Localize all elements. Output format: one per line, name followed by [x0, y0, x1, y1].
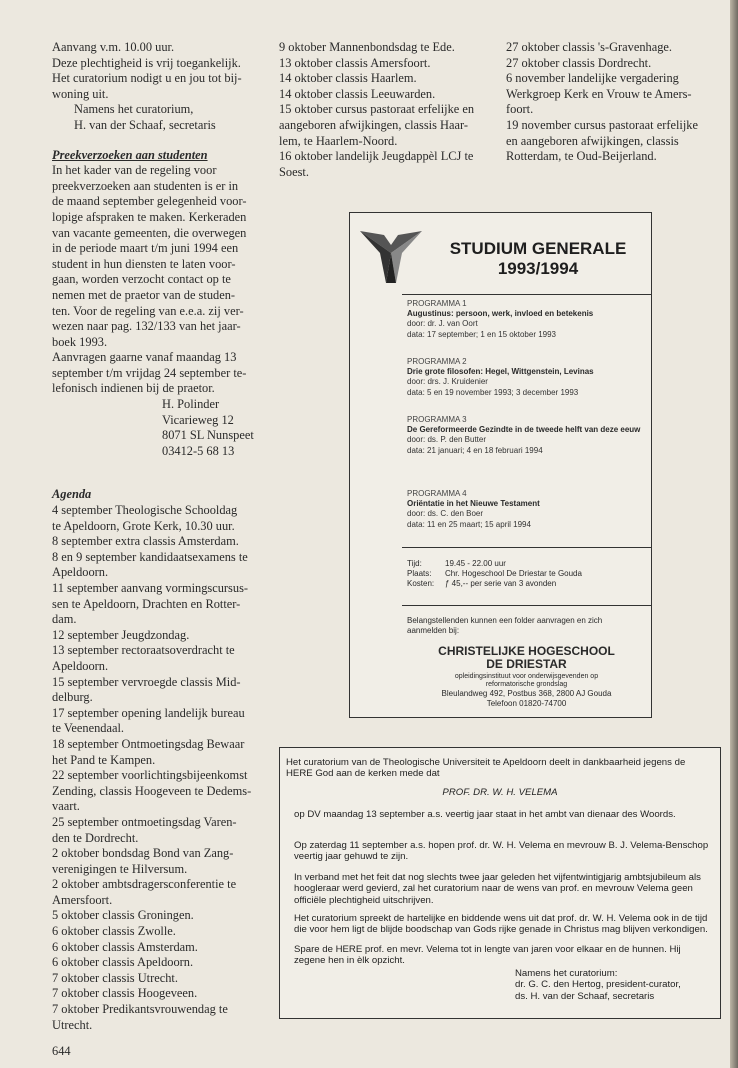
- text-line: lefonisch indienen bij de praetor.: [52, 381, 215, 396]
- agenda-item: 5 oktober classis Groningen.: [52, 908, 194, 923]
- agenda-item: 27 oktober classis Dordrecht.: [506, 55, 652, 70]
- programma-dates: data: 5 en 19 november 1993; 3 december 1993: [407, 387, 579, 397]
- agenda-list: [52, 503, 270, 1033]
- agenda-item: 2 oktober bondsdag Bond van Zang-: [52, 846, 234, 861]
- agenda-heading: Agenda: [52, 487, 92, 502]
- programma-label: PROGRAMMA 1: [407, 299, 467, 308]
- agenda-item: Werkgroep Kerk en Vrouw te Amers-: [506, 86, 692, 101]
- school-phone: Telefoon 01820-74700: [486, 699, 567, 708]
- programma-speaker: door: ds. C. den Boer: [407, 509, 484, 519]
- agenda-item: 6 oktober classis Apeldoorn.: [52, 955, 194, 970]
- programma-dates: data: 21 januari; 4 en 18 februari 1994: [407, 445, 543, 455]
- text-line: student in hun diensten te laten voor-: [52, 256, 236, 271]
- driestar-logo-icon: [358, 223, 424, 289]
- studium-info: [407, 559, 582, 590]
- text-line: Aanvragen gaarne vanaf maandag 13: [52, 350, 237, 365]
- announcement-paragraph: In verband met het feit dat nog slechts twee jaar geleden het vijfentwintigjarig ambtsjubileum als hoogleraar werd gevierd, zal het curatorium naar de wens van prof. en mevrouw Velema geen officiële plechtigheid uitschrijven.: [294, 872, 701, 906]
- agenda-item: 6 oktober classis Zwolle.: [52, 924, 176, 939]
- agenda-item: het Pand te Kampen.: [52, 752, 156, 767]
- programma-dates: data: 11 en 25 maart; 15 april 1994: [407, 519, 531, 529]
- programma-label: PROGRAMMA 3: [407, 415, 467, 424]
- programma-title: Augustinus: persoon, werk, invloed en betekenis: [407, 309, 594, 319]
- agenda-item: 6 oktober classis Amsterdam.: [52, 939, 198, 954]
- signature-line: Namens het curatorium:: [515, 968, 618, 979]
- agenda-item: 8 en 9 september kandidaatsexamens te: [52, 549, 248, 564]
- programma-speaker: door: ds. P. den Butter: [407, 435, 487, 445]
- page-number: 644: [52, 1044, 71, 1058]
- agenda-item: lem, te Haarlem-Noord.: [279, 133, 398, 148]
- agenda-item: 7 oktober classis Utrecht.: [52, 970, 178, 985]
- studium-title: [438, 239, 638, 279]
- agenda-item: 18 september Ontmoetingsdag Bewaar: [52, 736, 245, 751]
- text-line: Het curatorium nodigt u en jou tot bij-: [52, 71, 242, 86]
- agenda-item: 6 november landelijke vergadering: [506, 71, 679, 86]
- programma-title: Drie grote filosofen: Hegel, Wittgenstein, Levinas: [407, 367, 594, 377]
- address-line: 03412-5 68 13: [162, 443, 235, 458]
- preekverzoeken-body: [52, 163, 270, 397]
- programma-label: PROGRAMMA 2: [407, 357, 467, 366]
- text-line: boek 1993.: [52, 334, 108, 349]
- info-label: Tijd:: [407, 559, 422, 568]
- agenda-item: 9 oktober Mannenbondsdag te Ede.: [279, 40, 455, 54]
- signature-line: H. van der Schaaf, secretaris: [74, 117, 216, 132]
- announcement-paragraph: Het curatorium spreekt de hartelijke en biddende wens uit dat prof. dr. W. H. Velema ook in de tijd die voor hem ligt de blijde boodschap van Gods rijke genade in Christus mag blijven verkondigen.: [294, 913, 708, 936]
- announcement-signature: [515, 968, 715, 1002]
- announcement-paragraph: op DV maandag 13 september a.s. veertig jaar staat in het ambt van dienaar des Woords.: [294, 809, 676, 820]
- curatorium-announcement: [279, 747, 721, 1019]
- text-line: wezen naar pag. 132/133 van het jaar-: [52, 319, 241, 334]
- column-3: [506, 40, 728, 165]
- announcement-paragraph: Op zaterdag 11 september a.s. hopen prof. dr. W. H. Velema en mevrouw B. J. Velema-Benschop veertig jaar gehuwd te zijn.: [294, 840, 709, 863]
- agenda-item: 25 september ontmoetingsdag Varen-: [52, 814, 237, 829]
- agenda-item: Rotterdam, te Oud-Beijerland.: [506, 149, 657, 164]
- text-line: preekverzoeken aan studenten is er in: [52, 178, 239, 193]
- agenda-item: 7 oktober Predikantsvrouwendag te: [52, 1002, 228, 1017]
- text-line: nemen met de praetor van de studen-: [52, 287, 236, 302]
- preekverzoeken-heading: Preekverzoeken aan studenten: [52, 147, 208, 162]
- school-subtitle-line: reformatorische grondslag: [485, 681, 568, 688]
- address-line: Vicarieweg 12: [162, 412, 234, 427]
- professor-name: PROF. DR. W. H. VELEMA: [442, 787, 558, 798]
- programma-2: [407, 357, 642, 398]
- text-line: september t/m vrijdag 24 september te-: [52, 365, 247, 380]
- agenda-item: verenigingen te Hilversum.: [52, 861, 188, 876]
- signature-line: dr. G. C. den Hertog, president-curator,: [515, 979, 681, 991]
- text-line: gaan, worden verzocht contact op te: [52, 272, 231, 287]
- agenda-item: te Apeldoorn, Grote Kerk, 10.30 uur.: [52, 518, 235, 533]
- school-subtitle: [402, 673, 651, 689]
- agenda-item: Utrecht.: [52, 1017, 93, 1032]
- agenda-item: 14 oktober classis Haarlem.: [279, 71, 417, 86]
- agenda-item: 15 september vervroegde classis Mid-: [52, 674, 241, 689]
- info-value: ƒ 45,-- per serie van 3 avonden: [445, 579, 557, 589]
- programma-title: De Gereformeerde Gezindte in de tweede helft van deze eeuw: [407, 425, 641, 435]
- studium-generale-box: [349, 212, 652, 718]
- address-line: 8071 SL Nunspeet: [162, 428, 254, 443]
- text-line: woning uit.: [52, 86, 109, 101]
- announcement-intro: Het curatorium van de Theologische Universiteit te Apeldoorn deelt in dankbaarheid jegens de HERE God aan de kerken mede dat: [286, 757, 686, 780]
- announcement-paragraph: Spare de HERE prof. en mevr. Velema tot in lengte van jaren voor elkaar en de hunnen. Hij zegene hen in èlk opzicht.: [294, 944, 681, 967]
- signature-line: Namens het curatorium,: [74, 102, 194, 117]
- agenda-item: en aangeboren afwijkingen, classis: [506, 133, 679, 148]
- school-block: [402, 645, 651, 709]
- agenda-item: Soest.: [279, 164, 309, 179]
- info-label: Kosten:: [407, 579, 435, 589]
- text-line: Deze plechtigheid is vrij toegankelijk.: [52, 55, 241, 70]
- agenda-item: den te Dordrecht.: [52, 830, 139, 845]
- agenda-item: Apeldoorn.: [52, 565, 109, 580]
- studium-title-line2: 1993/1994: [497, 259, 579, 278]
- agenda-item: 27 oktober classis 's-Gravenhage.: [506, 40, 673, 54]
- text-line: In het kader van de regeling voor: [52, 163, 217, 178]
- studium-contact: Belangstellenden kunnen een folder aanvragen en zich aanmelden bij:: [407, 616, 603, 636]
- agenda-item: delburg.: [52, 690, 93, 705]
- agenda-item: 4 september Theologische Schooldag: [52, 503, 238, 518]
- programma-4: [407, 489, 642, 530]
- programma-dates: data: 17 september; 1 en 15 oktober 1993: [407, 329, 556, 339]
- agenda-item: Zending, classis Hoogeveen te Dedems-: [52, 783, 252, 798]
- agenda-item: 15 oktober cursus pastoraat erfelijke en: [279, 102, 475, 117]
- agenda-item: foort.: [506, 102, 534, 117]
- studium-title-line1: STUDIUM GENERALE: [449, 239, 627, 258]
- programma-speaker: door: drs. J. Kruidenier: [407, 377, 488, 387]
- school-name: CHRISTELIJKE HOGESCHOOL: [438, 644, 615, 658]
- signature-line: ds. H. van der Schaaf, secretaris: [515, 990, 655, 1002]
- agenda-item: 12 september Jeugdzondag.: [52, 627, 190, 642]
- school-subtitle-line: opleidingsinstituut voor onderwijsgevenden op: [454, 673, 599, 680]
- agenda-item: vaart.: [52, 799, 80, 814]
- agenda-item: 13 oktober classis Amersfoort.: [279, 55, 431, 70]
- programma-speaker: door: dr. J. van Oort: [407, 319, 478, 329]
- agenda-item: 16 oktober landelijk Jeugdappèl LCJ te: [279, 149, 474, 164]
- column-1: [52, 40, 270, 1033]
- school-address: Bleulandweg 492, Postbus 368, 2800 AJ Gouda: [441, 689, 612, 698]
- agenda-item: 19 november cursus pastoraat erfelijke: [506, 117, 698, 132]
- programma-label: PROGRAMMA 4: [407, 489, 467, 498]
- praetor-address: [52, 397, 270, 459]
- column-2: [279, 40, 493, 180]
- agenda-item: dam.: [52, 612, 77, 627]
- address-line: H. Polinder: [162, 397, 220, 412]
- agenda-item: 13 september rectoraatsoverdracht te: [52, 643, 235, 658]
- agenda-item: aangeboren afwijkingen, classis Haar-: [279, 117, 468, 132]
- info-label: Plaats:: [407, 569, 432, 579]
- info-value: 19.45 - 22.00 uur: [445, 559, 506, 568]
- agenda-item: 8 september extra classis Amsterdam.: [52, 534, 239, 549]
- agenda-item: 2 oktober ambtsdragersconferentie te: [52, 877, 237, 892]
- agenda-item: 14 oktober classis Leeuwarden.: [279, 86, 436, 101]
- agenda-item: 11 september aanvang vormingscursus-: [52, 581, 249, 595]
- programma-3: [407, 415, 642, 456]
- programma-title: Oriëntatie in het Nieuwe Testament: [407, 499, 540, 509]
- page-edge: [730, 0, 738, 1068]
- text-line: in de periode maart t/m juni 1994 een: [52, 241, 239, 256]
- agenda-item: Amersfoort.: [52, 892, 113, 907]
- agenda-item: 22 september voorlichtingsbijeenkomst: [52, 768, 248, 783]
- text-line: Aanvang v.m. 10.00 uur.: [52, 40, 175, 54]
- school-name: DE DRIESTAR: [486, 657, 567, 671]
- text-line: ten. Voor de regeling van e.e.a. zij ver-: [52, 303, 244, 318]
- agenda-item: Apeldoorn.: [52, 658, 109, 673]
- agenda-item: 17 september opening landelijk bureau: [52, 705, 245, 720]
- agenda-item: te Veenendaal.: [52, 721, 125, 736]
- text-line: de maand september gelegenheid voor-: [52, 194, 247, 209]
- text-line: van vacante gemeenten, die overwegen: [52, 225, 247, 240]
- info-value: Chr. Hogeschool De Driestar te Gouda: [445, 569, 582, 579]
- agenda-item: 7 oktober classis Hoogeveen.: [52, 986, 198, 1001]
- text-line: lopige afspraken te maken. Kerkeraden: [52, 209, 247, 224]
- programma-1: [407, 299, 642, 340]
- agenda-item: sen te Apeldoorn, Drachten en Rotter-: [52, 596, 241, 611]
